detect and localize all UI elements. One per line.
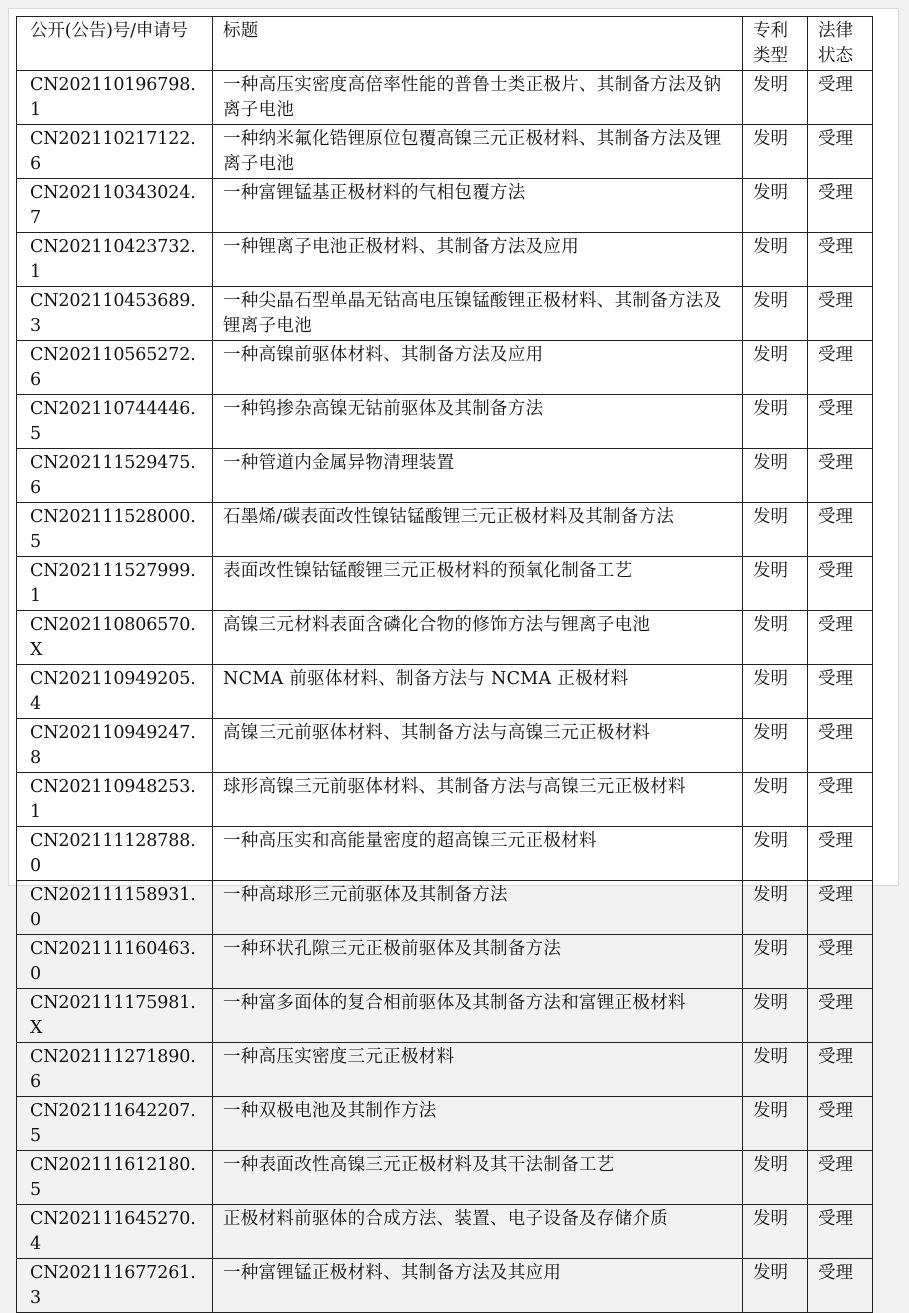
cell-title: 一种双极电池及其制作方法 xyxy=(213,1097,743,1151)
cell-patent-type: 发明 xyxy=(743,665,808,719)
cell-title: 球形高镍三元前驱体材料、其制备方法与高镍三元正极材料 xyxy=(213,773,743,827)
cell-legal-status: 受理 xyxy=(808,71,873,125)
cell-publication-number: CN202111158931.0 xyxy=(17,881,213,935)
cell-legal-status: 受理 xyxy=(808,665,873,719)
cell-legal-status: 受理 xyxy=(808,395,873,449)
cell-publication-number: CN202111612180.5 xyxy=(17,1151,213,1205)
cell-legal-status: 受理 xyxy=(808,719,873,773)
cell-patent-type: 发明 xyxy=(743,827,808,881)
cell-legal-status: 受理 xyxy=(808,1151,873,1205)
cell-title: 一种高压实密度高倍率性能的普鲁士类正极片、其制备方法及钠离子电池 xyxy=(213,71,743,125)
table-row xyxy=(17,827,873,881)
cell-patent-type: 发明 xyxy=(743,989,808,1043)
cell-patent-type: 发明 xyxy=(743,179,808,233)
cell-title: 一种尖晶石型单晶无钴高电压镍锰酸锂正极材料、其制备方法及锂离子电池 xyxy=(213,287,743,341)
cell-publication-number: CN202111527999.1 xyxy=(17,557,213,611)
table-row xyxy=(17,71,873,125)
cell-legal-status: 受理 xyxy=(808,557,873,611)
cell-publication-number: CN202111128788.0 xyxy=(17,827,213,881)
table-row xyxy=(17,719,873,773)
cell-legal-status: 受理 xyxy=(808,341,873,395)
cell-title: 表面改性镍钴锰酸锂三元正极材料的预氧化制备工艺 xyxy=(213,557,743,611)
cell-patent-type: 发明 xyxy=(743,503,808,557)
cell-patent-type: 发明 xyxy=(743,1151,808,1205)
cell-patent-type: 发明 xyxy=(743,71,808,125)
cell-patent-type: 发明 xyxy=(743,1259,808,1313)
cell-title: 一种管道内金属异物清理装置 xyxy=(213,449,743,503)
cell-legal-status: 受理 xyxy=(808,1097,873,1151)
patent-table xyxy=(16,16,873,1313)
cell-legal-status: 受理 xyxy=(808,773,873,827)
cell-legal-status: 受理 xyxy=(808,503,873,557)
cell-patent-type: 发明 xyxy=(743,935,808,989)
cell-patent-type: 发明 xyxy=(743,449,808,503)
cell-publication-number: CN202110744446.5 xyxy=(17,395,213,449)
table-row xyxy=(17,503,873,557)
cell-patent-type: 发明 xyxy=(743,233,808,287)
cell-patent-type: 发明 xyxy=(743,719,808,773)
table-row xyxy=(17,989,873,1043)
header-legal-status: 法律状态 xyxy=(808,17,873,71)
cell-legal-status: 受理 xyxy=(808,1205,873,1259)
cell-legal-status: 受理 xyxy=(808,449,873,503)
cell-patent-type: 发明 xyxy=(743,1097,808,1151)
table-row xyxy=(17,1151,873,1205)
table-row xyxy=(17,125,873,179)
cell-publication-number: CN202110217122.6 xyxy=(17,125,213,179)
cell-patent-type: 发明 xyxy=(743,125,808,179)
table-row xyxy=(17,611,873,665)
cell-publication-number: CN202110453689.3 xyxy=(17,287,213,341)
cell-title: 一种高镍前驱体材料、其制备方法及应用 xyxy=(213,341,743,395)
cell-title: 一种富锂锰正极材料、其制备方法及其应用 xyxy=(213,1259,743,1313)
cell-patent-type: 发明 xyxy=(743,611,808,665)
cell-title: 一种高压实和高能量密度的超高镍三元正极材料 xyxy=(213,827,743,881)
table-row xyxy=(17,1259,873,1313)
cell-publication-number: CN202111645270.4 xyxy=(17,1205,213,1259)
table-row xyxy=(17,1097,873,1151)
cell-legal-status: 受理 xyxy=(808,287,873,341)
cell-publication-number: CN202111642207.5 xyxy=(17,1097,213,1151)
cell-patent-type: 发明 xyxy=(743,557,808,611)
cell-title: 一种富锂锰基正极材料的气相包覆方法 xyxy=(213,179,743,233)
cell-legal-status: 受理 xyxy=(808,1259,873,1313)
cell-title: 一种锂离子电池正极材料、其制备方法及应用 xyxy=(213,233,743,287)
cell-legal-status: 受理 xyxy=(808,881,873,935)
header-title: 标题 xyxy=(213,17,743,71)
cell-publication-number: CN202111160463.0 xyxy=(17,935,213,989)
cell-patent-type: 发明 xyxy=(743,341,808,395)
table-row xyxy=(17,665,873,719)
cell-title: 一种钨掺杂高镍无钴前驱体及其制备方法 xyxy=(213,395,743,449)
cell-title: 一种富多面体的复合相前驱体及其制备方法和富锂正极材料 xyxy=(213,989,743,1043)
cell-publication-number: CN202111677261.3 xyxy=(17,1259,213,1313)
cell-patent-type: 发明 xyxy=(743,773,808,827)
cell-publication-number: CN202110196798.1 xyxy=(17,71,213,125)
cell-publication-number: CN202111175981.X xyxy=(17,989,213,1043)
cell-title: 高镍三元前驱体材料、其制备方法与高镍三元正极材料 xyxy=(213,719,743,773)
header-patent-type: 专利类型 xyxy=(743,17,808,71)
cell-title: 一种高压实密度三元正极材料 xyxy=(213,1043,743,1097)
cell-title: 正极材料前驱体的合成方法、装置、电子设备及存储介质 xyxy=(213,1205,743,1259)
cell-patent-type: 发明 xyxy=(743,1043,808,1097)
cell-legal-status: 受理 xyxy=(808,611,873,665)
cell-publication-number: CN202110949205.4 xyxy=(17,665,213,719)
cell-publication-number: CN202111529475.6 xyxy=(17,449,213,503)
cell-legal-status: 受理 xyxy=(808,233,873,287)
cell-title: NCMA 前驱体材料、制备方法与 NCMA 正极材料 xyxy=(213,665,743,719)
table-row xyxy=(17,395,873,449)
cell-title: 一种纳米氟化锆锂原位包覆高镍三元正极材料、其制备方法及锂离子电池 xyxy=(213,125,743,179)
cell-legal-status: 受理 xyxy=(808,827,873,881)
table-row xyxy=(17,773,873,827)
table-row xyxy=(17,1043,873,1097)
cell-patent-type: 发明 xyxy=(743,881,808,935)
cell-title: 一种高球形三元前驱体及其制备方法 xyxy=(213,881,743,935)
cell-title: 高镍三元材料表面含磷化合物的修饰方法与锂离子电池 xyxy=(213,611,743,665)
table-header-row xyxy=(17,17,873,71)
table-row xyxy=(17,449,873,503)
cell-publication-number: CN202110949247.8 xyxy=(17,719,213,773)
table-row xyxy=(17,1205,873,1259)
cell-publication-number: CN202110423732.1 xyxy=(17,233,213,287)
cell-publication-number: CN202110343024.7 xyxy=(17,179,213,233)
cell-patent-type: 发明 xyxy=(743,287,808,341)
cell-title: 石墨烯/碳表面改性镍钴锰酸锂三元正极材料及其制备方法 xyxy=(213,503,743,557)
table-row xyxy=(17,287,873,341)
cell-publication-number: CN202111271890.6 xyxy=(17,1043,213,1097)
cell-legal-status: 受理 xyxy=(808,989,873,1043)
cell-patent-type: 发明 xyxy=(743,395,808,449)
table-row xyxy=(17,557,873,611)
cell-legal-status: 受理 xyxy=(808,179,873,233)
cell-publication-number: CN202110806570.X xyxy=(17,611,213,665)
table-row xyxy=(17,233,873,287)
cell-publication-number: CN202110948253.1 xyxy=(17,773,213,827)
cell-patent-type: 发明 xyxy=(743,1205,808,1259)
cell-publication-number: CN202110565272.6 xyxy=(17,341,213,395)
table-row xyxy=(17,935,873,989)
cell-legal-status: 受理 xyxy=(808,1043,873,1097)
cell-legal-status: 受理 xyxy=(808,935,873,989)
table-row xyxy=(17,341,873,395)
header-publication-number: 公开(公告)号/申请号 xyxy=(17,17,213,71)
cell-publication-number: CN202111528000.5 xyxy=(17,503,213,557)
table-row xyxy=(17,179,873,233)
cell-title: 一种表面改性高镍三元正极材料及其干法制备工艺 xyxy=(213,1151,743,1205)
cell-legal-status: 受理 xyxy=(808,125,873,179)
table-row xyxy=(17,881,873,935)
cell-title: 一种环状孔隙三元正极前驱体及其制备方法 xyxy=(213,935,743,989)
